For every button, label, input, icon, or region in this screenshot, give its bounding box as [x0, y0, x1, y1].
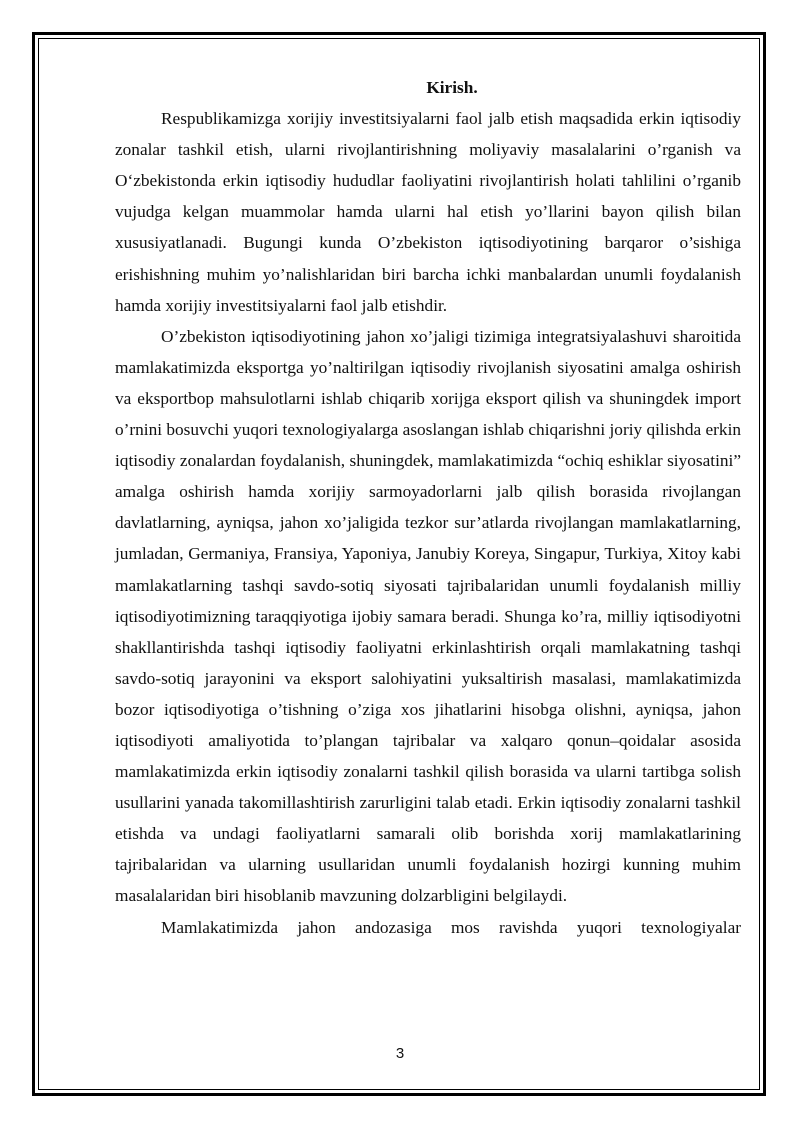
paragraph-2: O’zbekiston iqtisodiyotining jahon xo’jaligi tizimiga integratsiyalashuvi sharoitida mamlakatimizda eksportga yo’naltirilgan iqtisodiy rivojlanish siyosatini amalga oshirish va eksportbop mahsulotlarni ishlab chiqarib xorijga eksport qilish va shuningdek import o’rnini bosuvchi yuqori texnologiyalarga asoslangan ishlab chiqarishni joriy qilishda erkin iqtisodiy zonalardan foydalanish, shuningdek, mamlakatimizda “ochiq eshiklar siyosatini” amalga oshirish hamda xorijiy sarmoyadorlarni jalb qilish borasida rivojlangan davlatlarning, ayniqsa, jahon xo’jaligida tezkor sur’atlarda rivojlangan mamlakatlarning, jumladan, Germaniya, Fransiya, Yaponiya, Janubiy Koreya, Singapur, Turkiya, Xitoy kabi mamlakatlarning tashqi savdo-sotiq siyosati tajribalaridan unumli foydalanish milliy iqtisodiyotimizning taraqqiyotiga ijobiy samara beradi. Shunga ko’ra, milliy iqtisodiyotni shakllantirishda tashqi iqtisodiy faoliyatni erkinlashtirish orqali mamlakatning tashqi savdo-sotiq jarayonini va eksport salohiyatini yuksaltirish masalasi, mamlakatimizda bozor iqtisodiyotiga o’tishning o’ziga xos jihatlarini hisobga olishni, ayniqsa, jahon iqtisodiyoti amaliyotida to’plangan tajribalar va xalqaro qonun–qoidalar asosida mamlakatimizda erkin iqtisodiy zonalarni tashkil qilish borasida va ularni tartibga solish usullarini yanada takomillashtirish zarurligini talab etadi. Erkin iqtisodiy zonalarni tashkil etishda va undagi faoliyatlarni samarali olib borishda xorij mamlakatlarining tajribalaridan va ularning usullaridan unumli foydalanish hozirgi kunning muhim masalalaridan biri hisoblanib mavzuning dolzarbligini belgilaydi. [115, 326, 742, 906]
document-body [115, 72, 741, 943]
page-number: 3 [395, 1045, 405, 1062]
paragraph-3: Mamlakatimizda jahon andozasiga mos ravishda yuqori texnologiyalar [161, 917, 741, 937]
document-title: Kirish. [426, 78, 478, 97]
paragraph-1: Respublikamizga xorijiy investitsiyalarni faol jalb etish maqsadida erkin iqtisodiy zonalar tashkil etish, ularni rivojlantirishning moliyaviy masalalarini o’rganish va O‘zbekistonda erkin iqtisodiy hududlar faoliyatini rivojlantirish holati tahlilini o’rganib vujudga kelgan muammolar hamda ularni hal etish yo’llarini bayon qilish bilan xususiyatlanadi. Bugungi kunda O’zbekiston iqtisodiyotining barqaror o’sishiga erishishning muhim yo’nalishlaridan biri barcha ichki manbalardan unumli foydalanish hamda xorijiy investitsiyalarni faol jalb etishdir. [115, 109, 741, 315]
